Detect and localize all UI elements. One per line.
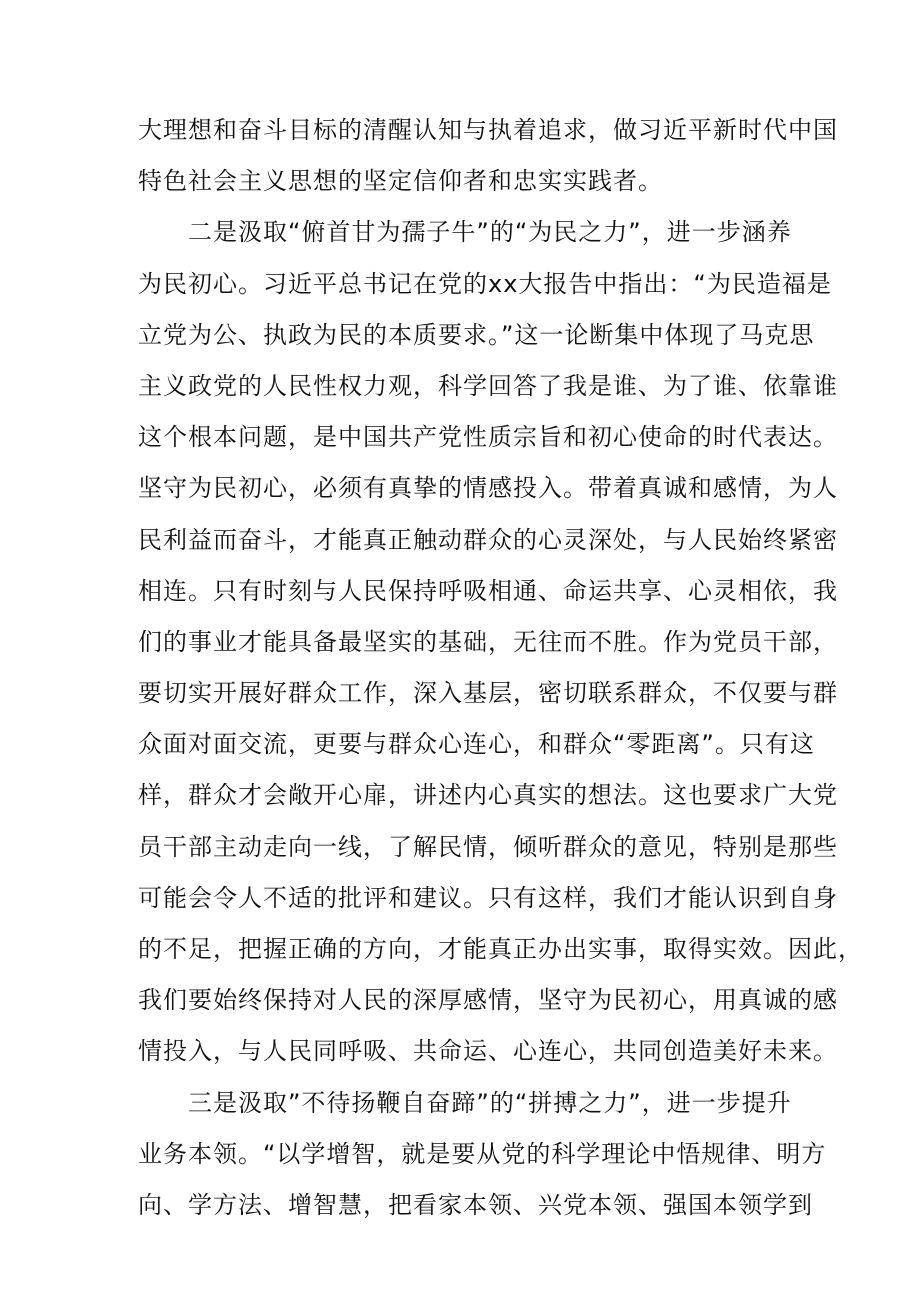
text-line: 为民初心。习近平总书记在党的xx大报告中指出：“为民造福是 (138, 269, 832, 298)
text-line: 主义政党的人民性权力观，科学回答了我是谁、为了谁、依靠谁 (138, 371, 838, 400)
text-line: 们的事业才能具备最坚实的基础，无往而不胜。作为党员干部， (138, 627, 838, 656)
text-line: 众面对面交流，更要与群众心连心，和群众“零距离”。只有这 (138, 730, 815, 759)
text-line: 坚守为民初心，必须有真挚的情感投入。带着真诚和感情，为人 (138, 474, 838, 503)
text-line: 民利益而奋斗，才能真正触动群众的心灵深处，与人民始终紧密 (138, 525, 838, 554)
paragraph-first-line: 三是汲取”不待扬鞭自奋蹄”的“拼搏之力”，进一步提升 (188, 1088, 792, 1117)
text-line: 情投入，与人民同呼吸、共命运、心连心，共同创造美好未来。 (138, 1037, 838, 1066)
text-line: 立党为公、执政为民的本质要求。”这一论断集中体现了马克思 (138, 320, 815, 349)
paragraph-first-line: 二是汲取“俯首甘为孺子牛”的“为民之力”，进一步涵养 (188, 218, 792, 247)
text-line: 员干部主动走向一线，了解民情，倾听群众的意见，特别是那些 (138, 832, 838, 861)
text-line: 这个根本问题，是中国共产党性质宗旨和初心使命的时代表达。 (138, 423, 838, 452)
document-body (138, 105, 863, 1231)
text-line: 样，群众才会敞开心扉，讲述内心真实的想法。这也要求广大党 (138, 781, 838, 810)
text-line: 向、学方法、增智慧，把看家本领、兴党本领、强国本领学到 (138, 1190, 813, 1219)
text-line: 特色社会主义思想的坚定信仰者和忠实实践者。 (138, 167, 663, 196)
text-line: 业务本领。“以学增智，就是要从党的科学理论中悟规律、明方 (138, 1139, 827, 1168)
text-line: 大理想和奋斗目标的清醒认知与执着追求，做习近平新时代中国 (138, 116, 838, 144)
text-line: 的不足，把握正确的方向，才能真正办出实事，取得实效。因此， (138, 935, 863, 963)
text-line: 可能会令人不适的批评和建议。只有这样，我们才能认识到自身 (138, 883, 838, 912)
text-line: 相连。只有时刻与人民保持呼吸相通、命运共享、心灵相依，我 (138, 576, 838, 605)
text-line: 我们要始终保持对人民的深厚感情，坚守为民初心，用真诚的感 (138, 986, 838, 1015)
text-line: 要切实开展好群众工作，深入基层，密切联系群众，不仅要与群 (138, 679, 838, 708)
